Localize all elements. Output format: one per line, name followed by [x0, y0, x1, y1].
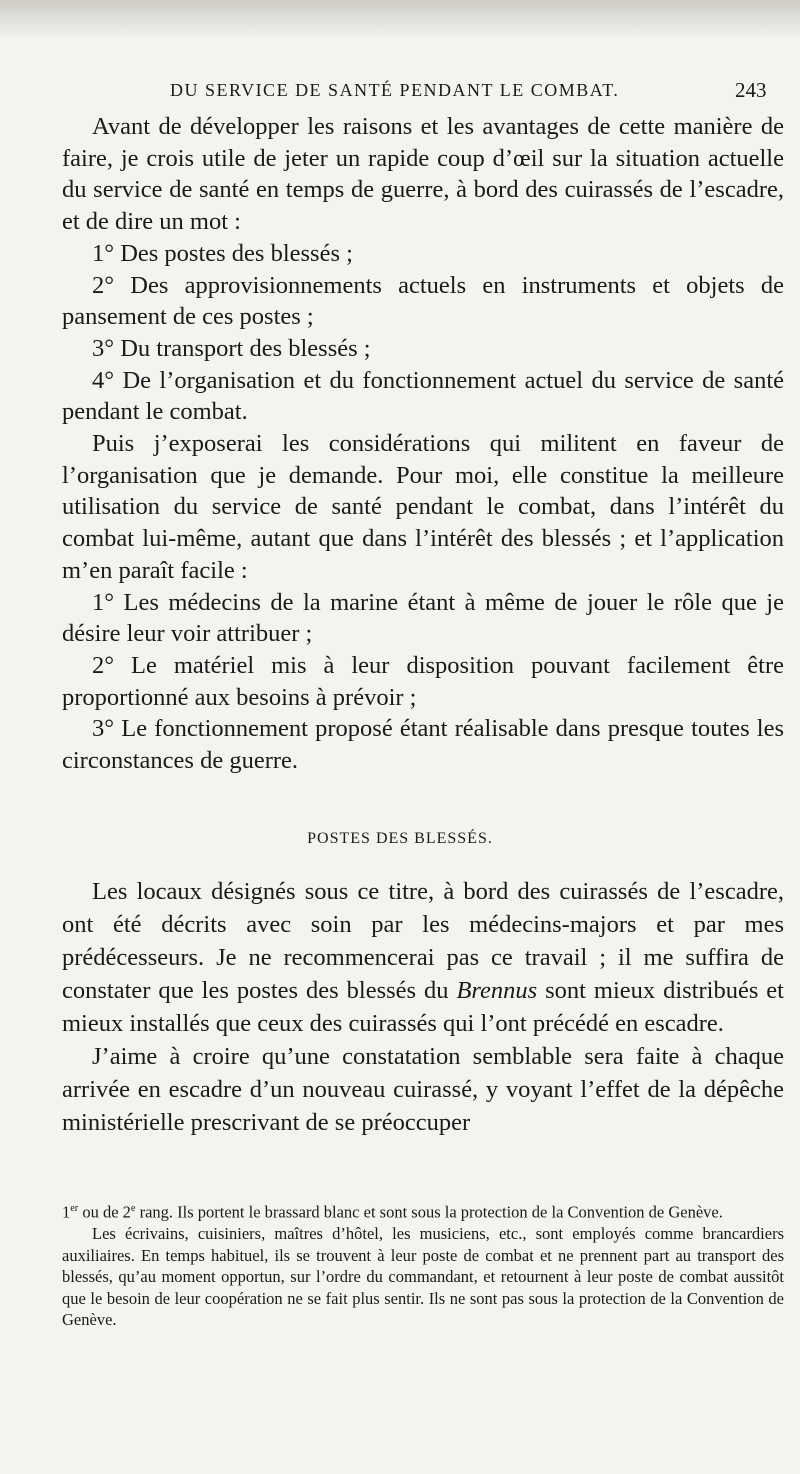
- list-number: 4°: [92, 366, 115, 394]
- section-heading: POSTES DES BLESSÉS.: [307, 830, 493, 847]
- footnote-text: 1: [62, 1202, 71, 1222]
- footnote-auxiliaires: Les écrivains, cuisiniers, maîtres d’hôtel, les musiciens, etc., sont employés comme brancardiers auxiliaires. En temps habituel, ils se trouvent à leur poste de combat et ne prennent part au transport des blessés, qu’au moment opportun, sur l’ordre du commandant, et retournent à leur poste de combat aussitôt que le besoin de leur coopération ne se fait plus sentir. Ils ne sont pas sous la protection de la Convention de Genève.: [62, 1224, 784, 1329]
- list-number: 3°: [92, 334, 115, 362]
- running-title: DU SERVICE DE SANTÉ PENDANT LE COMBAT.: [170, 80, 620, 100]
- list-item-approvisionnements: [62, 270, 784, 333]
- list-item-transport: [62, 333, 784, 365]
- footnotes: [62, 1198, 784, 1331]
- list-text: De l’organisation et du fonctionnement actuel du service de santé pendant le combat.: [62, 366, 784, 426]
- considerations-paragraph: Puis j’exposerai les considérations qui militent en faveur de l’organisation que je demande. Pour moi, elle constitue la meilleure utilisation du service de santé pendant le combat, dans l’intérêt du combat lui-même, autant que dans l’intérêt des blessés ; et l’application m’en paraît facile :: [62, 430, 784, 584]
- list-item-postes: [62, 238, 784, 270]
- list-item-medecins: [62, 587, 784, 650]
- list-number: 2°: [92, 271, 115, 299]
- list-number: 1°: [92, 239, 115, 267]
- locaux-paragraph: [62, 875, 784, 1040]
- intro-paragraph: Avant de développer les raisons et les avantages de cette manière de faire, je crois utile de jeter un rapide coup d’œil sur la situation actuelle du service de santé en temps de guerre, à bord des cuirassés de l’escadre, et de dire un mot :: [62, 113, 784, 236]
- list-text: Le fonctionnement proposé étant réalisable dans presque toutes les circonstances de guerre.: [62, 715, 784, 775]
- page-number: 243: [735, 78, 767, 102]
- constatation-paragraph: J’aime à croire qu’une constatation semblable sera faite à chaque arrivée en escadre d’un nouveau cuirassé, y voyant l’effet de la dépêche ministérielle prescrivant de se préoccuper: [62, 1043, 784, 1136]
- list-text: Les médecins de la marine étant à même de jouer le rôle que je désire leur voir attribuer ;: [62, 588, 784, 648]
- postes-section: [62, 875, 784, 1139]
- superscript: er: [70, 1203, 79, 1214]
- list-item-materiel: [62, 650, 784, 713]
- list-number: 2°: [92, 651, 115, 679]
- list-text: Le matériel mis à leur disposition pouvant facilement être proportionné aux besoins à prévoir ;: [62, 651, 784, 711]
- list-text: Du transport des blessés ;: [114, 334, 371, 362]
- paragraph-text: sont mieux distribués et mieux installés que ceux des cuirassés qui l’ont précédé en escadre.: [62, 977, 784, 1037]
- list-number: 3°: [92, 715, 115, 743]
- superscript: e: [130, 1203, 136, 1214]
- ship-name: Brennus: [456, 977, 538, 1004]
- list-text: Des approvisionnements actuels en instruments et objets de pansement de ces postes ;: [62, 271, 784, 331]
- paragraph-text: Les locaux désignés sous ce titre, à bord des cuirassés de l’escadre, ont été décrits avec soin par les médecins-majors et par mes prédécesseurs. Je ne recommencerai pas ce travail ; il me suffira de constater que les postes des blessés du: [62, 878, 784, 1004]
- list-number: 1°: [92, 588, 115, 616]
- footnote-rank: [62, 1198, 784, 1223]
- footnote-text: ou de 2: [78, 1202, 131, 1222]
- footnote-text: rang. Ils portent le brassard blanc et sont sous la protection de la Convention de Genève.: [135, 1202, 723, 1222]
- list-text: Des postes des blessés ;: [114, 239, 353, 267]
- list-item-fonctionnement: [62, 713, 784, 776]
- list-item-organisation: [62, 365, 784, 428]
- opening-section: [62, 111, 784, 777]
